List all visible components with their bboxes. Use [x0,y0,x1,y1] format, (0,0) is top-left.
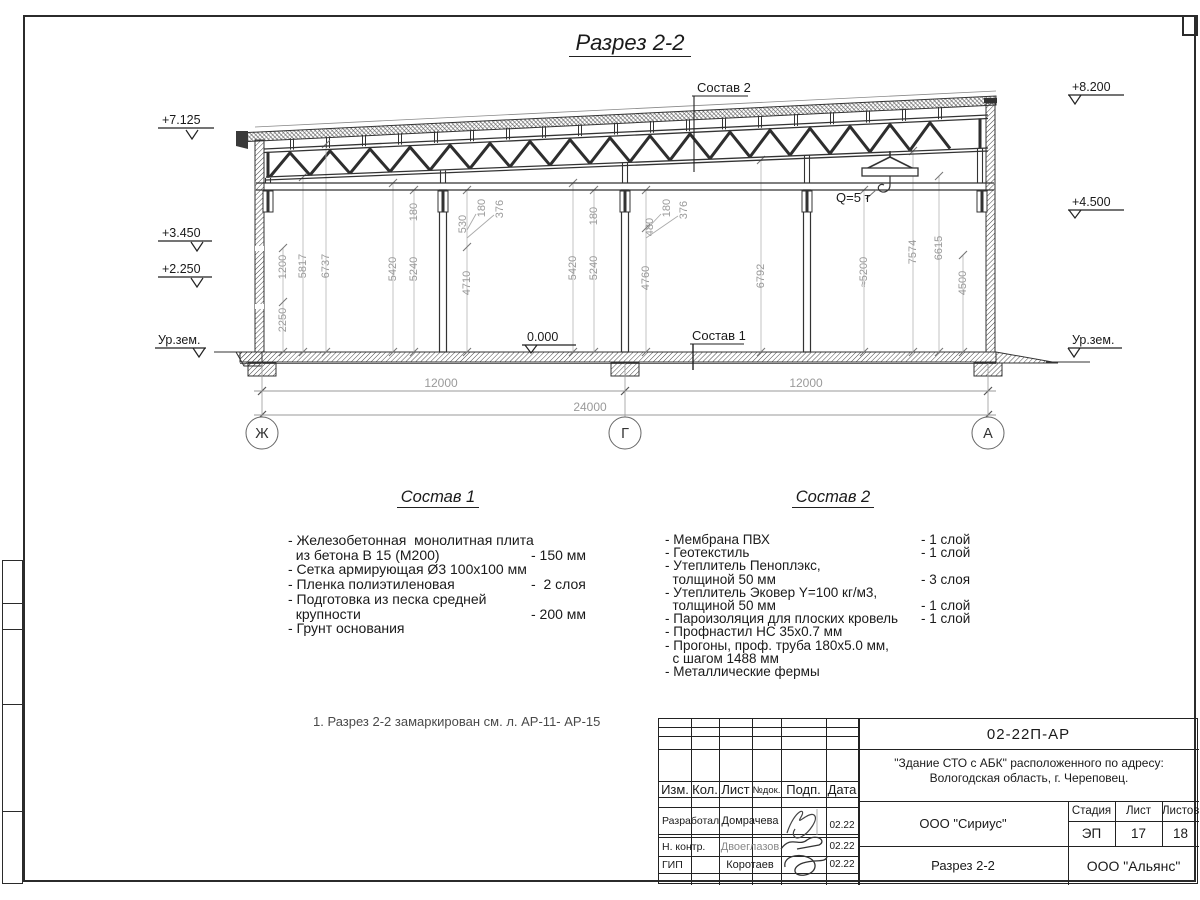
dim-label: 7574 [907,239,919,265]
side-stamp [2,560,23,884]
dim-label: 376 [678,200,690,220]
list-item: - Пароизоляция для плоских кровель - 1 слой [665,611,971,627]
list-item: - Утеплитель Пеноплэкс, [665,558,821,574]
right-wall [986,103,995,352]
org-customer: ООО "Альянс" [1086,858,1181,874]
elevation-label: +8.200 [1072,80,1111,94]
list-item: - Профнастил НС 35х0.7 мм [665,624,843,640]
col-izm: Изм. [661,782,689,797]
dim-label: 6737 [320,253,332,279]
sostav2-callout: Состав 2 [697,80,751,95]
sheet-number: 17 [1130,826,1147,841]
list-item: из бетона В 15 (М200) - 150 мм [288,546,587,563]
drawing-title-text: Разрез 2-2 [569,30,690,57]
list-item: с шагом 1488 мм [665,650,779,666]
sostav2-heading: Состав 2 [665,488,1001,507]
project-name-line1: "Здание СТО с АБК" расположенного по адресу: [894,756,1164,770]
crane-capacity-label: Q=5 т [836,190,871,205]
parapet-cap [984,98,997,103]
elevation-label: 0.000 [527,330,559,344]
doc-number: 02-22П-АР [986,726,1071,743]
sostav1-callout: Состав 1 [692,328,746,343]
left-wall-joint [255,304,264,309]
list-item: - Мембрана ПВХ - 1 слой [665,532,971,547]
right-apron [996,352,1058,363]
dim-12000-right: 12000 [789,376,823,390]
elevation-label: +4.500 [1072,195,1111,209]
dim-label: 6792 [755,263,767,289]
dim-label: 5817 [297,253,309,279]
col-kol: Кол. [692,782,718,797]
dim-label: 5420 [387,256,399,282]
dim-label: 4710 [461,270,473,296]
list-item: - Подготовка из песка средней [288,590,487,607]
column [804,190,811,352]
side-stamp-cell [3,630,22,705]
crane-beam [256,183,994,190]
list-item: - Прогоны, проф. труба 180х5.0 мм, [665,637,889,653]
signature [777,833,833,881]
dim-label: 5240 [408,256,420,282]
elevation-label: +7.125 [162,113,201,127]
axis-label: Г [621,426,629,442]
sheets-label: Листов [1162,805,1199,817]
dim-label: 376 [494,199,506,219]
side-stamp-cell [3,705,22,812]
sostav1-heading: Состав 1 [288,488,588,507]
list-item: - Металлические фермы [665,664,820,680]
role-razrabotal: Разработал [662,815,719,827]
list-item: - Сетка армирующая Ø3 100х100 мм [288,561,527,578]
col-list: Лист [721,782,750,797]
stage-label: Стадия [1071,805,1112,817]
col-ndok: №док. [752,785,781,796]
role-gip: ГИП [662,859,683,871]
date-nkontr: 02.22 [829,841,855,852]
elevation-label: +2.250 [162,262,201,276]
col-podp: Подп. [786,782,821,797]
date-razrabotal: 02.22 [829,820,855,831]
name-gip: Коротаев [726,859,774,871]
column [440,190,447,352]
axis-label: Ж [255,426,269,442]
dim-label: 180 [408,202,420,222]
column-corbels [263,191,987,212]
dim-label: ≈5200 [858,256,870,288]
list-item: - Грунт основания [288,620,405,637]
dim-12000-left: 12000 [424,376,458,390]
dim-label: 180 [476,198,488,218]
dim-label: 4500 [957,270,969,296]
floor-slab [240,352,996,362]
sostav2-block [665,488,1001,678]
list-item: - Железобетонная монолитная плита [288,532,534,548]
column [622,190,629,352]
roof-left-cap [236,131,248,149]
side-stamp-cell [3,561,22,604]
drawing-note: 1. Разрез 2-2 замаркирован см. л. АР-11- АР-15 [313,714,601,729]
role-nkontr: Н. контр. [662,841,706,853]
sheets-total: 18 [1172,826,1189,841]
list-item: - Пленка полиэтиленовая - 2 слоя [288,576,586,593]
dim-label: 4760 [640,265,652,291]
name-nkontr: Двоеглазов [720,841,780,853]
dim-24000: 24000 [573,400,607,414]
dim-label: 530 [457,214,469,234]
elevation-label: Ур.зем. [1072,333,1115,347]
col-data: Дата [827,782,857,797]
title-block [658,718,1198,884]
dim-label: 6615 [933,235,945,261]
elevation-label: +3.450 [162,226,201,240]
list-item: толщиной 50 мм - 1 слой [665,598,971,614]
dim-label: 480 [644,217,656,237]
axis-label: А [983,426,993,442]
list-item: - Геотекстиль - 1 слой [665,545,971,561]
left-wall-joint [255,246,264,251]
project-name-line2: Вологодская область, г. Череповец. [929,771,1129,785]
sheet-label: Лист [1126,805,1151,817]
stage-value: ЭП [1081,826,1102,841]
dim-label: 180 [661,198,673,218]
dim-label: 5240 [588,255,600,281]
dim-label: 2250 [277,307,289,333]
date-gip: 02.22 [829,859,855,870]
name-razrabotal: Домрачева [721,815,779,827]
list-item: толщиной 50 мм - 3 слоя [665,571,971,587]
list-item: - Утеплитель Эковер Y=100 кг/м3, [665,584,878,600]
dim-label: 5420 [567,255,579,281]
side-stamp-cell [3,604,22,630]
dim-label: 180 [588,206,600,226]
elevation-label: Ур.зем. [158,333,201,347]
list-item: крупности - 200 мм [288,605,587,622]
sostav1-block [288,488,588,636]
sheet-title: Разрез 2-2 [931,858,995,873]
org-design: ООО "Сириус" [919,816,1007,831]
dim-label: 1200 [277,254,289,280]
